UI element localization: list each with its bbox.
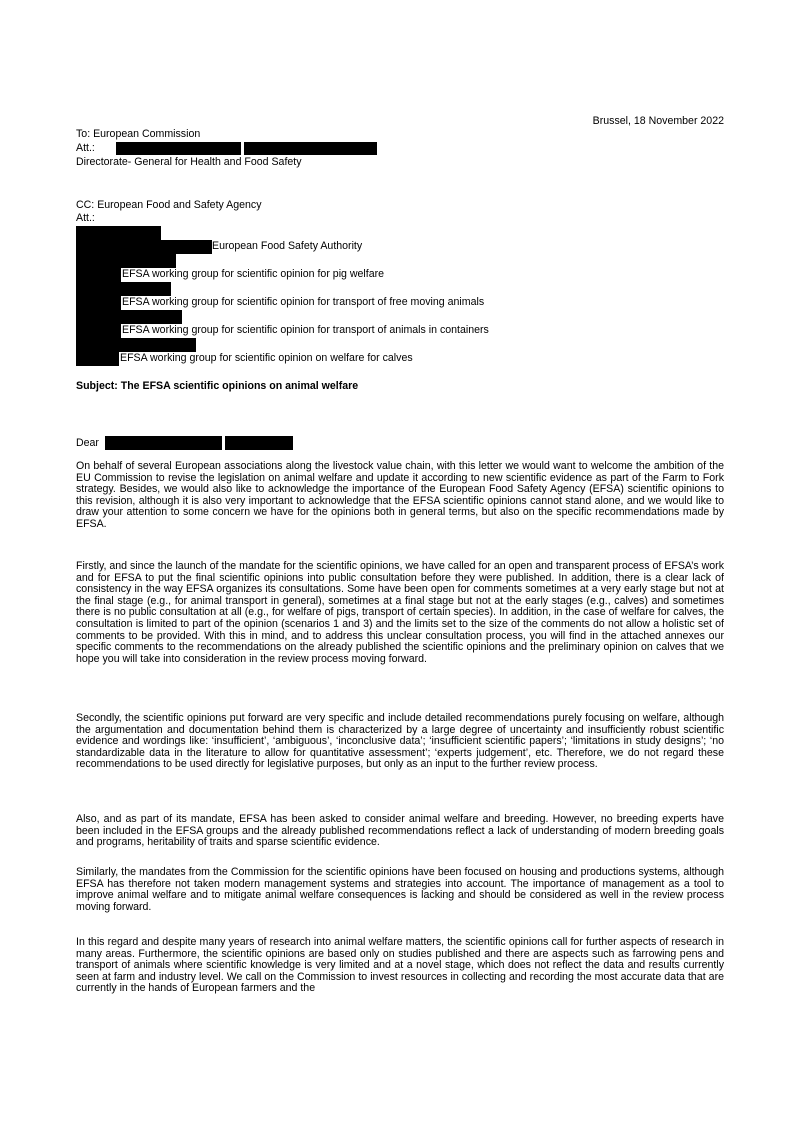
cc-line: CC: European Food and Safety Agency [76,199,262,211]
redaction-block [76,268,121,282]
redaction-block [76,324,121,338]
redaction-block [76,310,182,324]
redaction-block [105,436,222,450]
redaction-block [76,352,119,366]
attention-label: Att.: [76,142,95,154]
redaction-block [116,142,241,155]
redaction-block [76,338,196,352]
body-paragraph: Firstly, and since the launch of the mandate for the scientific opinions, we have called for an open and transparent process of EFSA’s work and for EFSA to put the final scientific opinions into public consultation before they were published. In addition, there is a clear lack of consistency in the way EFSA organizes its consultations. Some have been open for comments sometimes at a very early stage but not at the final stage (e.g., for animal transport in general), sometimes at a final stage but not at the early stages (e.g., calves) and sometimes there is no public consultation at all (e.g., for welfare of pigs, transport of certain species). In addition, in the case of welfare for calves, the consultation is limited to part of the opinion (scenarios 1 and 3) and the limits set to the size of the comments do not allow a holistic set of comments to be provided. With this in mind, and to address this unclear consultation process, you will find in the attached annexes our specific comments to the recommendations on the already published the scientific opinions and the preliminary opinion on calves that we hope you will take into consideration in the review process moving forward. [76,560,724,665]
redaction-block [225,436,293,450]
letter-date: Brussel, 18 November 2022 [592,115,724,127]
salutation: Dear [76,437,99,449]
redaction-block [76,240,212,254]
redaction-block [76,254,176,268]
redaction-block [76,226,161,240]
body-paragraph: Similarly, the mandates from the Commission for the scientific opinions have been focused on housing and productions systems, although EFSA has therefore not taken modern management systems and strategies into account. The importance of management as a tool to improve animal welfare and to mitigate animal welfare consequences is lacking and should be considered as well in the review process moving forward. [76,866,724,913]
body-paragraph: Secondly, the scientific opinions put forward are very specific and include detailed recommendations purely focusing on welfare, although the argumentation and documentation behind them is characterized by a large degree of uncertainty and insufficiently robust scientific evidence and wordings like: ‘insufficient’, ‘ambiguous’, ‘inconclusive data’; ‘insufficient scientific papers’; ‘limitations in study designs’; ‘no standardizable data in the literature to allow for quantitative assessment’; ‘experts judgement’, etc. Therefore, we do not regard these recommendations to be used directly for legislative purposes, but only as an input to the further review process. [76,712,724,771]
body-paragraph: On behalf of several European associations along the livestock value chain, with this letter we would want to welcome the ambition of the EU Commission to revise the legislation on animal welfare and update it according to new scientific evidence as part of the Farm to Fork strategy. Besides, we would also like to acknowledge the importance of the European Food Safety Agency (EFSA) scientific opinions to this revision, although it is also very important to acknowledge that the EFSA scientific opinions cannot stand alone, and we would like to draw your attention to some concern we have for the opinions both in general terms, but also on the specific recommendations made by EFSA. [76,460,724,530]
body-paragraph: Also, and as part of its mandate, EFSA has been asked to consider animal welfare and breeding. However, no breeding experts have been included in the EFSA groups and the already published recommendations reflect a lack of understanding of modern breeding goals and programs, heritability of traits and sparse scientific evidence. [76,813,724,849]
cc-recipient: European Food Safety Authority [212,240,363,252]
redaction-block [76,296,121,310]
directorate-line: Directorate- General for Health and Food Safety [76,156,302,168]
subject-line: Subject: The EFSA scientific opinions on animal welfare [76,380,359,392]
redaction-block [244,142,377,155]
redaction-block [76,282,171,296]
body-paragraph: In this regard and despite many years of research into animal welfare matters, the scientific opinions call for further aspects of research in many areas. Furthermore, the scientific opinions are based only on studies published and there are aspects such as farrowing pens and transport of animals where scientific knowledge is very limited and at a novel stage, which does not reflect the data and results currently seen at farm and industry level. We call on the Commission to invest resources in collecting and recording the most accurate data that are currently in the hands of European farmers and the [76,936,724,995]
cc-recipient: EFSA working group for scientific opinion for transport of animals in containers [122,324,489,336]
cc-attention-label: Att.: [76,212,95,224]
cc-recipient: EFSA working group for scientific opinion for pig welfare [122,268,385,280]
cc-recipient: EFSA working group for scientific opinion for transport of free moving animals [122,296,485,308]
cc-recipient: EFSA working group for scientific opinion on welfare for calves [120,352,413,364]
recipient-line: To: European Commission [76,128,201,140]
